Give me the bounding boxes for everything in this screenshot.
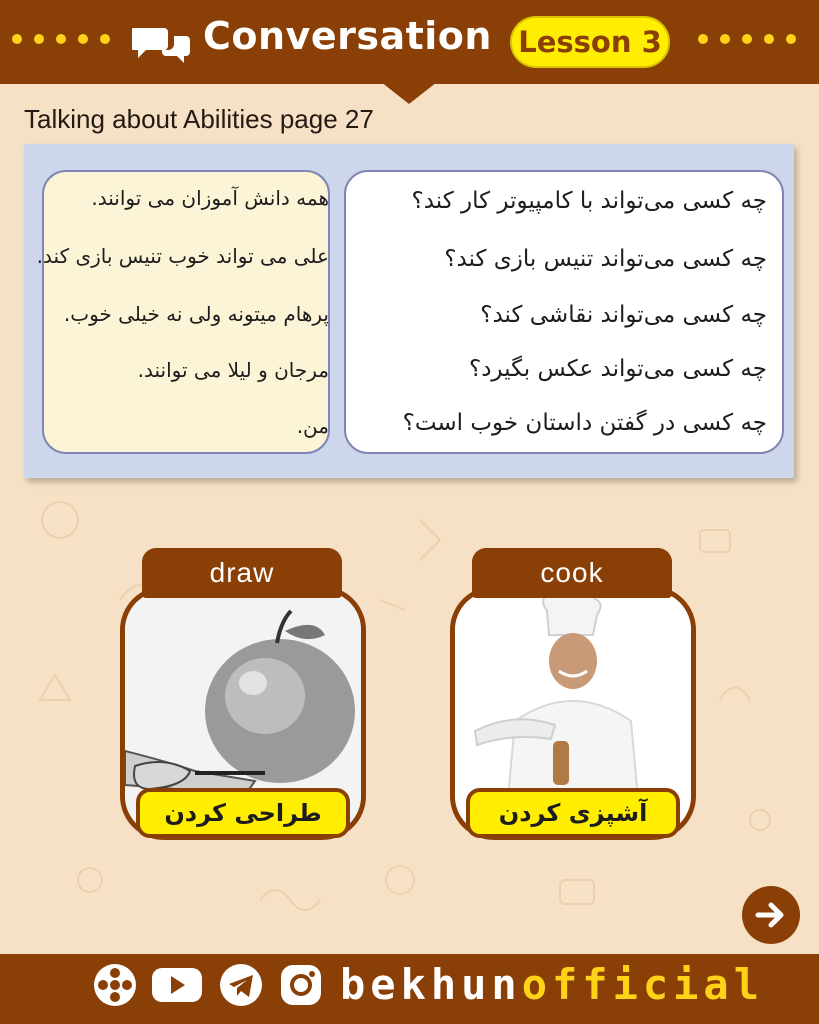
- instagram-icon[interactable]: [278, 962, 324, 1008]
- chat-bubbles-icon: [132, 24, 192, 64]
- question-1: چه کسی می‌تواند با کامپیوتر کار کند؟: [411, 188, 767, 214]
- cook-label: cook: [472, 548, 672, 598]
- header-dots-right: [698, 34, 796, 44]
- header-dots-left: [12, 34, 110, 44]
- answer-2: علی می تواند خوب تنیس بازی کند.: [36, 244, 329, 268]
- vocab-card-draw: [120, 548, 370, 848]
- brand-name: [340, 960, 764, 1009]
- question-3: چه کسی می‌تواند نقاشی کند؟: [480, 302, 767, 328]
- header-notch: [381, 82, 437, 104]
- question-5: چه کسی در گفتن داستان خوب است؟: [402, 410, 767, 436]
- answer-1: همه دانش آموزان می توانند.: [91, 186, 329, 210]
- vocab-card-cook: [450, 548, 700, 848]
- answer-3: پرهام میتونه ولی نه خیلی خوب.: [63, 302, 329, 326]
- lesson-badge: Lesson 3: [510, 16, 670, 68]
- next-button[interactable]: [742, 886, 800, 944]
- question-4: چه کسی می‌تواند عکس بگیرد؟: [468, 356, 767, 382]
- brand-part-2: official: [521, 960, 765, 1009]
- answer-4: مرجان و لیلا می توانند.: [137, 358, 329, 382]
- cook-persian-label: آشپزی کردن: [466, 788, 680, 838]
- arrow-right-icon: [754, 898, 788, 932]
- answer-5: من.: [296, 414, 329, 438]
- film-reel-icon[interactable]: [92, 962, 138, 1008]
- draw-label: draw: [142, 548, 342, 598]
- header-title: Conversation: [203, 14, 492, 58]
- brand-part-1: bekhun: [340, 960, 522, 1009]
- question-2: چه کسی می‌تواند تنیس بازی کند؟: [444, 246, 767, 272]
- youtube-icon[interactable]: [150, 962, 204, 1008]
- page-subtitle: Talking about Abilities page 27: [24, 104, 374, 134]
- draw-persian-label: طراحی کردن: [136, 788, 350, 838]
- telegram-icon[interactable]: [218, 962, 264, 1008]
